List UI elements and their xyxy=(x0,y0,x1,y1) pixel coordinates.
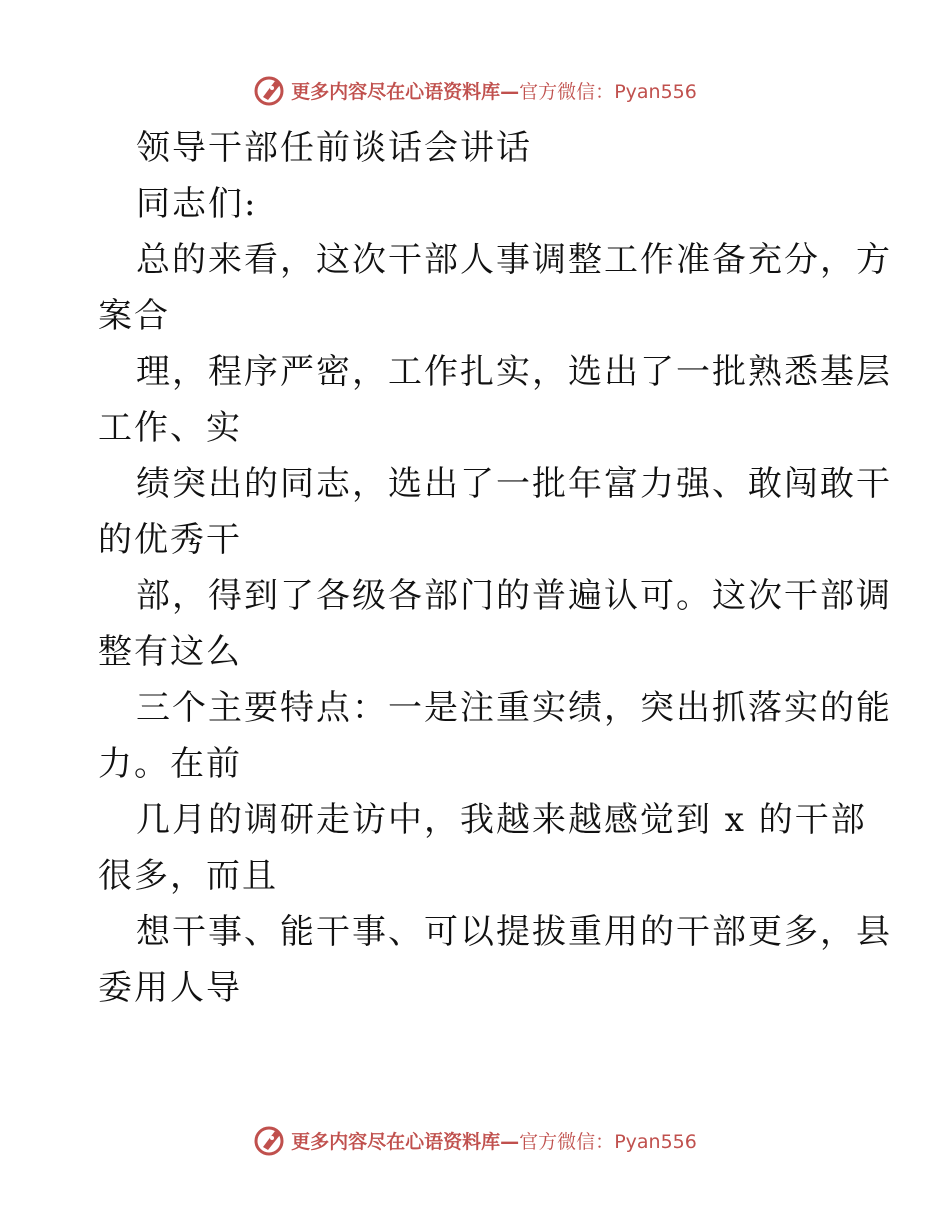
text-line: 整有这么 xyxy=(98,632,242,672)
text-line: 三个主要特点：一是注重实绩，突出抓落实的能 xyxy=(136,688,892,728)
header-wechat-label: 官方微信： xyxy=(519,80,615,103)
footer-banner-text xyxy=(291,1127,697,1154)
pen-nib-logo-icon xyxy=(253,1123,287,1157)
header-banner xyxy=(0,70,950,110)
text-line: 案合 xyxy=(98,296,170,336)
text-line: 绩突出的同志，选出了一批年富力强、敢闯敢干 xyxy=(136,464,892,504)
pen-nib-logo-icon xyxy=(253,73,287,107)
footer-wechat-id: Pyan556 xyxy=(614,1130,697,1153)
footer-banner-main: 更多内容尽在心语资料库— xyxy=(291,1130,520,1153)
text-line: 几月的调研走访中，我越来越感觉到 x 的干部 xyxy=(136,800,867,840)
text-line: 想干事、能干事、可以提拔重用的干部更多，县 xyxy=(136,912,892,952)
document-body xyxy=(98,120,892,1016)
text-line: 工作、实 xyxy=(98,408,242,448)
document-title: 领导干部任前谈话会讲话 xyxy=(136,128,532,168)
header-banner-text xyxy=(291,77,697,104)
text-line: 部，得到了各级各部门的普遍认可。这次干部调 xyxy=(136,576,892,616)
text-line: 很多，而且 xyxy=(98,856,278,896)
text-line: 力。在前 xyxy=(98,744,242,784)
footer-wechat-label: 官方微信： xyxy=(519,1130,615,1153)
text-line: 理，程序严密，工作扎实，选出了一批熟悉基层 xyxy=(136,352,892,392)
text-line: 总的来看，这次干部人事调整工作准备充分，方 xyxy=(136,240,892,280)
text-line: 的优秀干 xyxy=(98,520,242,560)
text-line: 委用人导 xyxy=(98,968,242,1008)
salutation: 同志们: xyxy=(136,184,258,224)
footer-banner xyxy=(0,1120,950,1160)
header-banner-main: 更多内容尽在心语资料库— xyxy=(291,80,520,103)
header-wechat-id: Pyan556 xyxy=(614,80,697,103)
